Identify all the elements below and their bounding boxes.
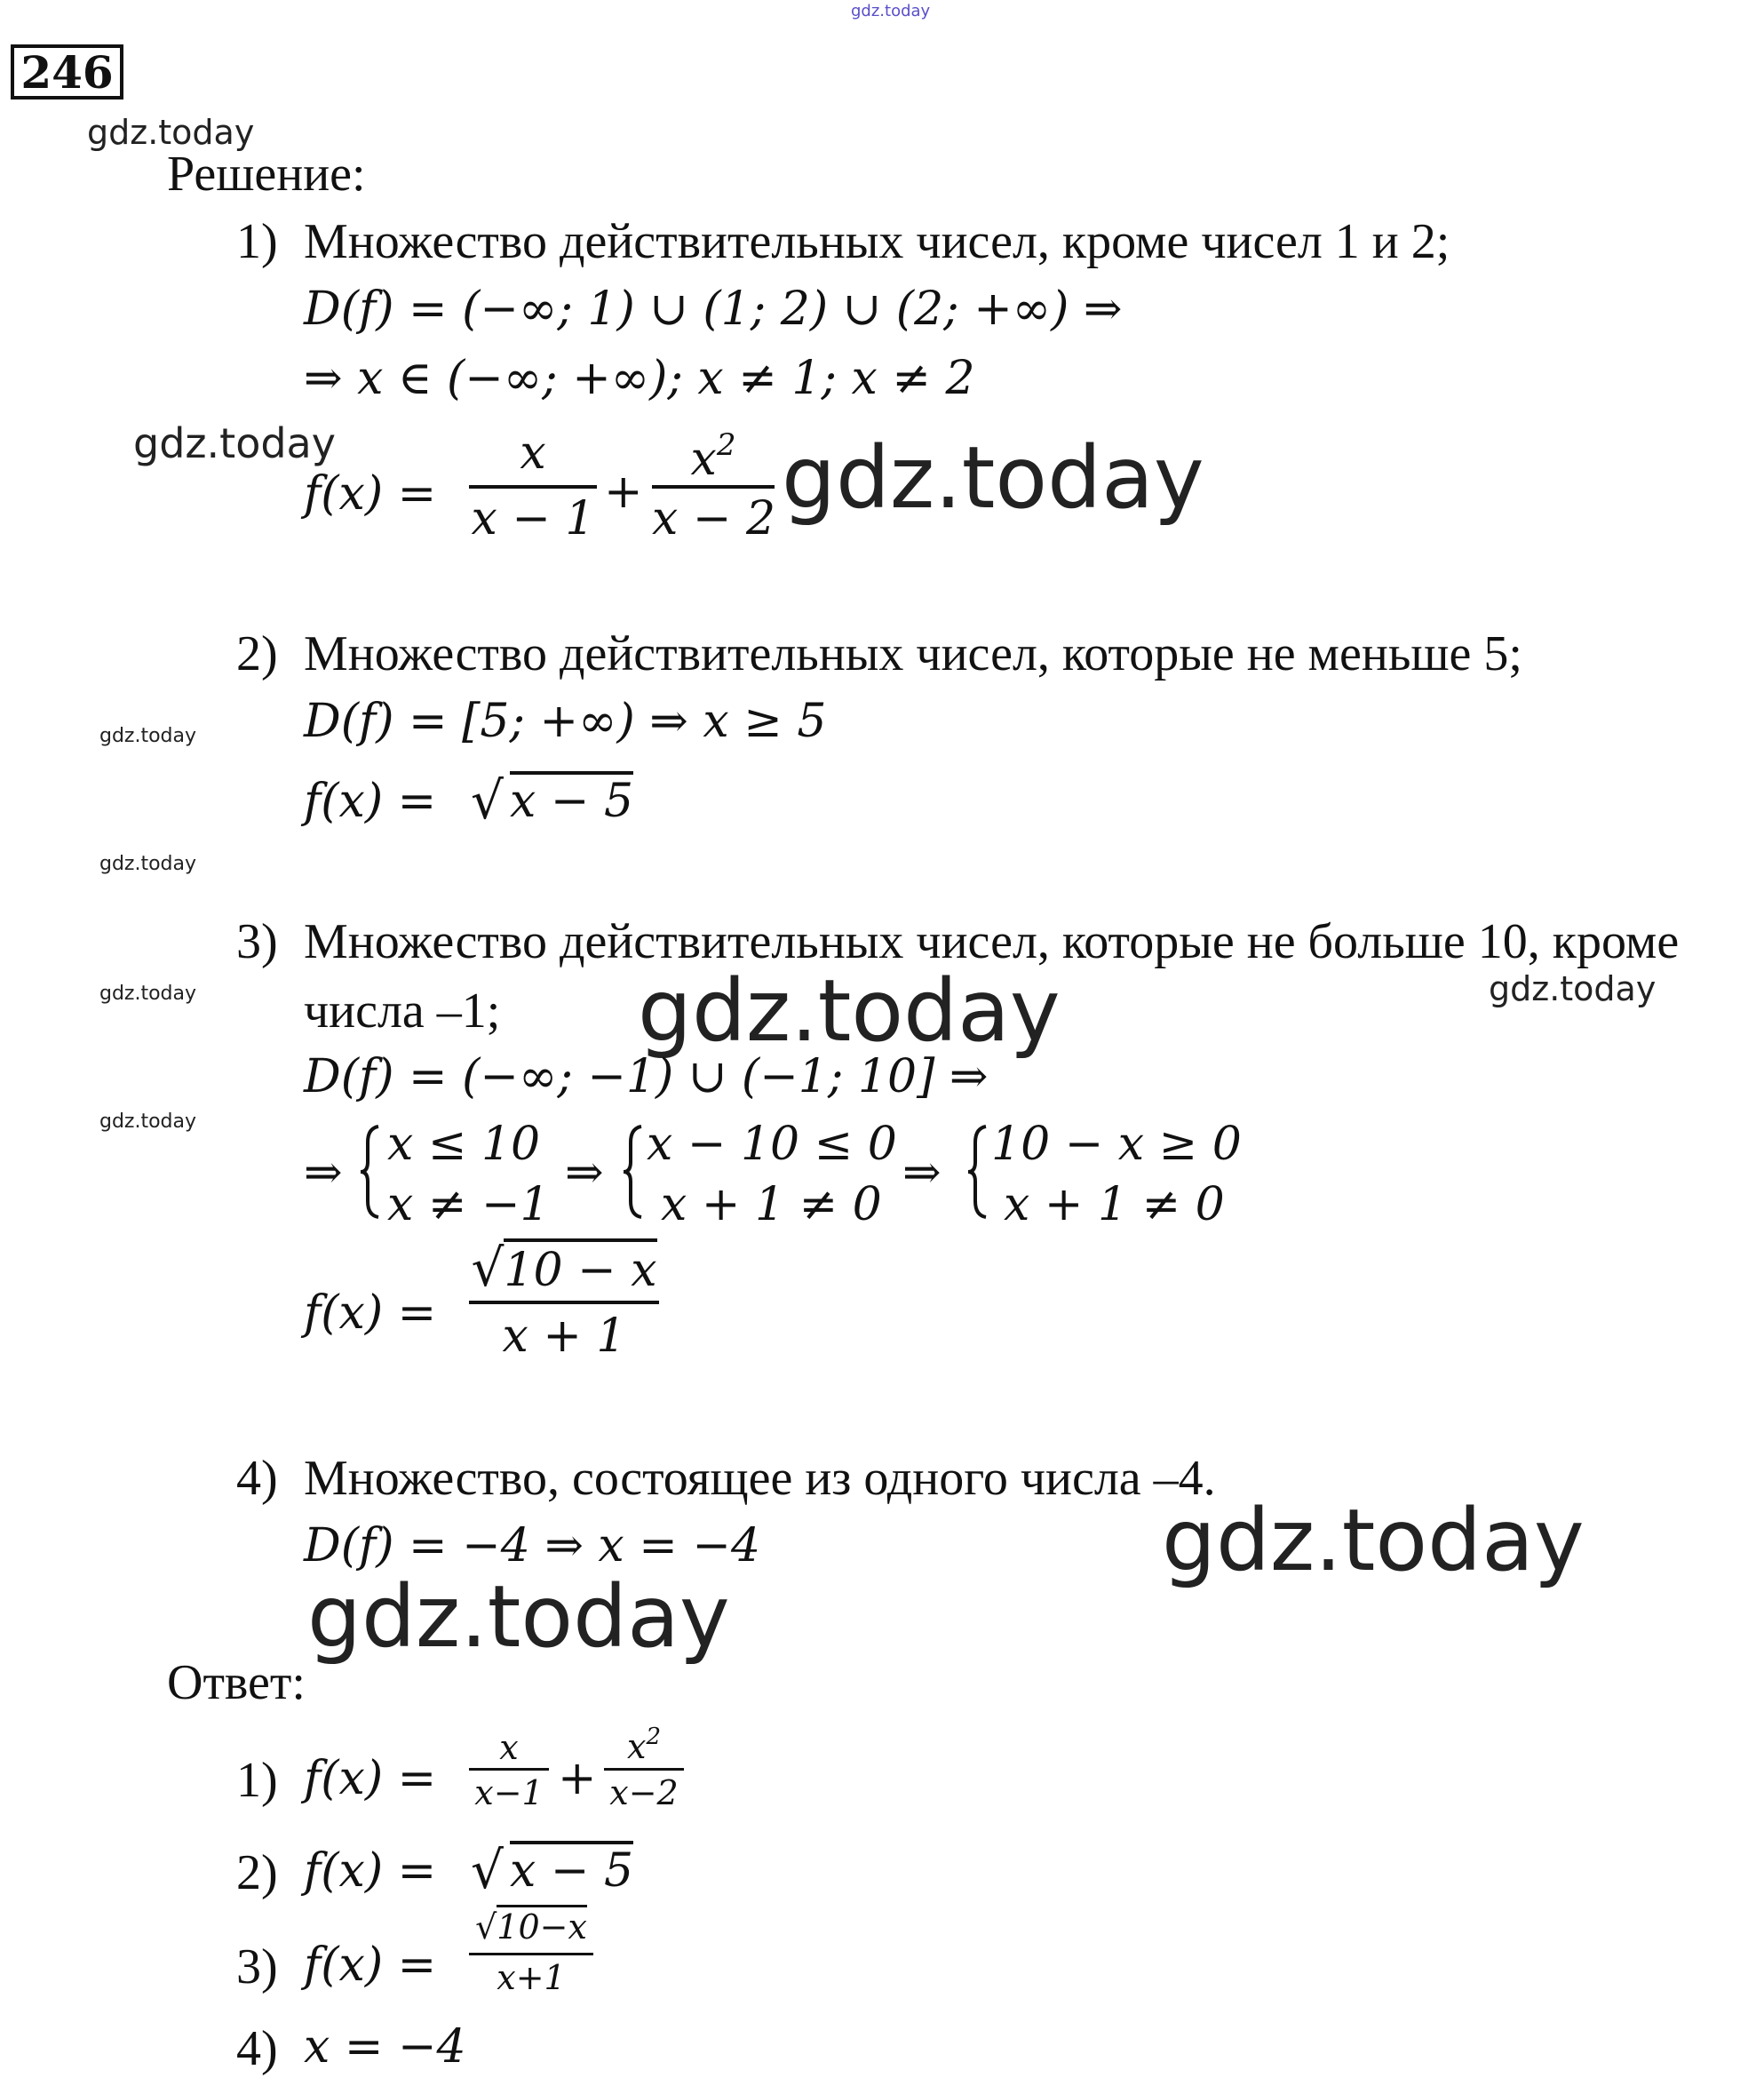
system-brace-2 (622, 1123, 645, 1221)
section-1-fraction-1 (469, 426, 597, 545)
answer-3-number: 3) (236, 1939, 278, 1994)
section-1-text: Множество действительных чисел, кроме чисел 1 и 2; (304, 214, 1450, 269)
implies-arrow: ⇒ (565, 1146, 604, 1199)
watermark-large-1: gdz.today (782, 428, 1204, 528)
section-3-text-line-1: Множество действительных чисел, которые не больше 10, кроме (304, 914, 1680, 969)
fraction-numerator: $x^2$ (627, 1724, 661, 1766)
answer-heading: Ответ: (167, 1655, 306, 1710)
watermark-large-4: gdz.today (307, 1567, 730, 1667)
section-2-function-lhs: f(x) = (304, 775, 437, 828)
sqrt-sign: √ (475, 1907, 497, 1947)
watermark-small-3: gdz.today (99, 983, 197, 1005)
answer-2-number: 2) (236, 1845, 278, 1900)
watermark-small-4: gdz.today (99, 1111, 197, 1133)
answer-1-fraction-1 (469, 1728, 549, 1812)
section-1-function-lhs: f(x) = (304, 467, 437, 521)
answer-3-lhs: f(x) = (304, 1939, 437, 1992)
fraction-denominator: x + 1 (502, 1310, 626, 1363)
answer-3-fraction (469, 1907, 593, 1997)
fraction-numerator (469, 1238, 659, 1298)
fraction-bar (469, 1301, 659, 1304)
plus-sign: + (604, 466, 643, 519)
fraction-numerator: x (499, 1728, 519, 1767)
fraction-denominator: x − 1 (471, 492, 595, 545)
problem-number: 246 (11, 44, 123, 100)
fraction-bar (469, 485, 597, 489)
section-3-fraction (469, 1238, 659, 1363)
system-2-line-2: x + 1 ≠ 0 (661, 1178, 882, 1231)
watermark-medium: gdz.today (133, 419, 336, 467)
section-2-sqrt-argument: x − 5 (510, 771, 633, 824)
fraction-denominator: x+1 (497, 1958, 566, 1997)
fraction-denominator: x − 2 (652, 492, 776, 545)
section-3-function-lhs: f(x) = (304, 1286, 437, 1340)
fraction-bar (469, 1768, 549, 1771)
implies-arrow: ⇒ (304, 1146, 343, 1199)
section-4-text: Множество, состоящее из одного числа –4. (304, 1451, 1216, 1506)
fraction-bar (469, 1953, 593, 1955)
sqrt-sign: √ (471, 1840, 504, 1900)
watermark-header: gdz.today (87, 113, 255, 152)
system-3-line-2: x + 1 ≠ 0 (1004, 1178, 1225, 1231)
section-4-domain: D(f) = −4 ⇒ x = −4 (304, 1519, 761, 1572)
system-brace-3 (966, 1123, 989, 1221)
plus-sign: + (558, 1752, 597, 1805)
answer-2-sqrt-argument: x − 5 (510, 1841, 633, 1894)
section-2-text: Множество действительных чисел, которые не меньше 5; (304, 626, 1522, 681)
section-1-domain: D(f) = (−∞; 1) ∪ (1; 2) ∪ (2; +∞) ⇒ (304, 283, 1123, 336)
system-3-line-1: 10 − x ≥ 0 (991, 1118, 1242, 1171)
answer-1-fraction-2 (604, 1725, 684, 1810)
sqrt-argument: 10−x (497, 1905, 587, 1947)
section-1-condition: ⇒ x ∈ (−∞; +∞); x ≠ 1; x ≠ 2 (304, 352, 975, 405)
fraction-numerator: $x^2$ (690, 427, 736, 486)
implies-arrow: ⇒ (902, 1146, 942, 1199)
section-2-number: 2) (236, 626, 278, 681)
system-brace-1 (359, 1123, 382, 1221)
answer-1-lhs: f(x) = (304, 1752, 437, 1805)
solution-heading: Решение: (167, 147, 366, 202)
watermark-top: gdz.today (851, 2, 931, 20)
system-2-line-1: x − 10 ≤ 0 (647, 1118, 897, 1171)
exponent: 2 (646, 1724, 661, 1750)
answer-1-number: 1) (236, 1753, 278, 1808)
fraction-denominator: x−2 (609, 1773, 679, 1812)
answer-4-number: 4) (236, 2021, 278, 2076)
system-1-line-2: x ≠ −1 (387, 1178, 550, 1231)
section-4-number: 4) (236, 1451, 278, 1506)
exponent: 2 (716, 427, 736, 463)
sqrt-argument: 10 − x (504, 1238, 656, 1297)
watermark-small-2: gdz.today (99, 853, 197, 875)
section-3-domain: D(f) = (−∞; −1) ∪ (−1; 10] ⇒ (304, 1050, 989, 1103)
sqrt-sign: √ (471, 1238, 505, 1298)
watermark-large-2: gdz.today (638, 961, 1061, 1061)
answer-2-lhs: f(x) = (304, 1844, 437, 1898)
watermark-large-3: gdz.today (1162, 1491, 1585, 1590)
watermark-small-1: gdz.today (99, 725, 197, 747)
section-3-number: 3) (236, 914, 278, 969)
section-1-number: 1) (236, 214, 278, 269)
sqrt-sign: √ (471, 770, 504, 831)
fraction-numerator (469, 1907, 593, 1951)
section-1-fraction-2 (652, 427, 776, 545)
system-1-line-1: x ≤ 10 (387, 1118, 541, 1171)
section-2-domain: D(f) = [5; +∞) ⇒ x ≥ 5 (304, 695, 827, 748)
fraction-numerator: x (520, 426, 546, 480)
answer-4-expression: x = −4 (304, 2020, 466, 2074)
watermark-right: gdz.today (1489, 969, 1657, 1008)
fraction-denominator: x−1 (474, 1773, 544, 1812)
section-3-text-line-2: числа –1; (304, 983, 501, 1039)
fraction-bar (604, 1768, 684, 1771)
